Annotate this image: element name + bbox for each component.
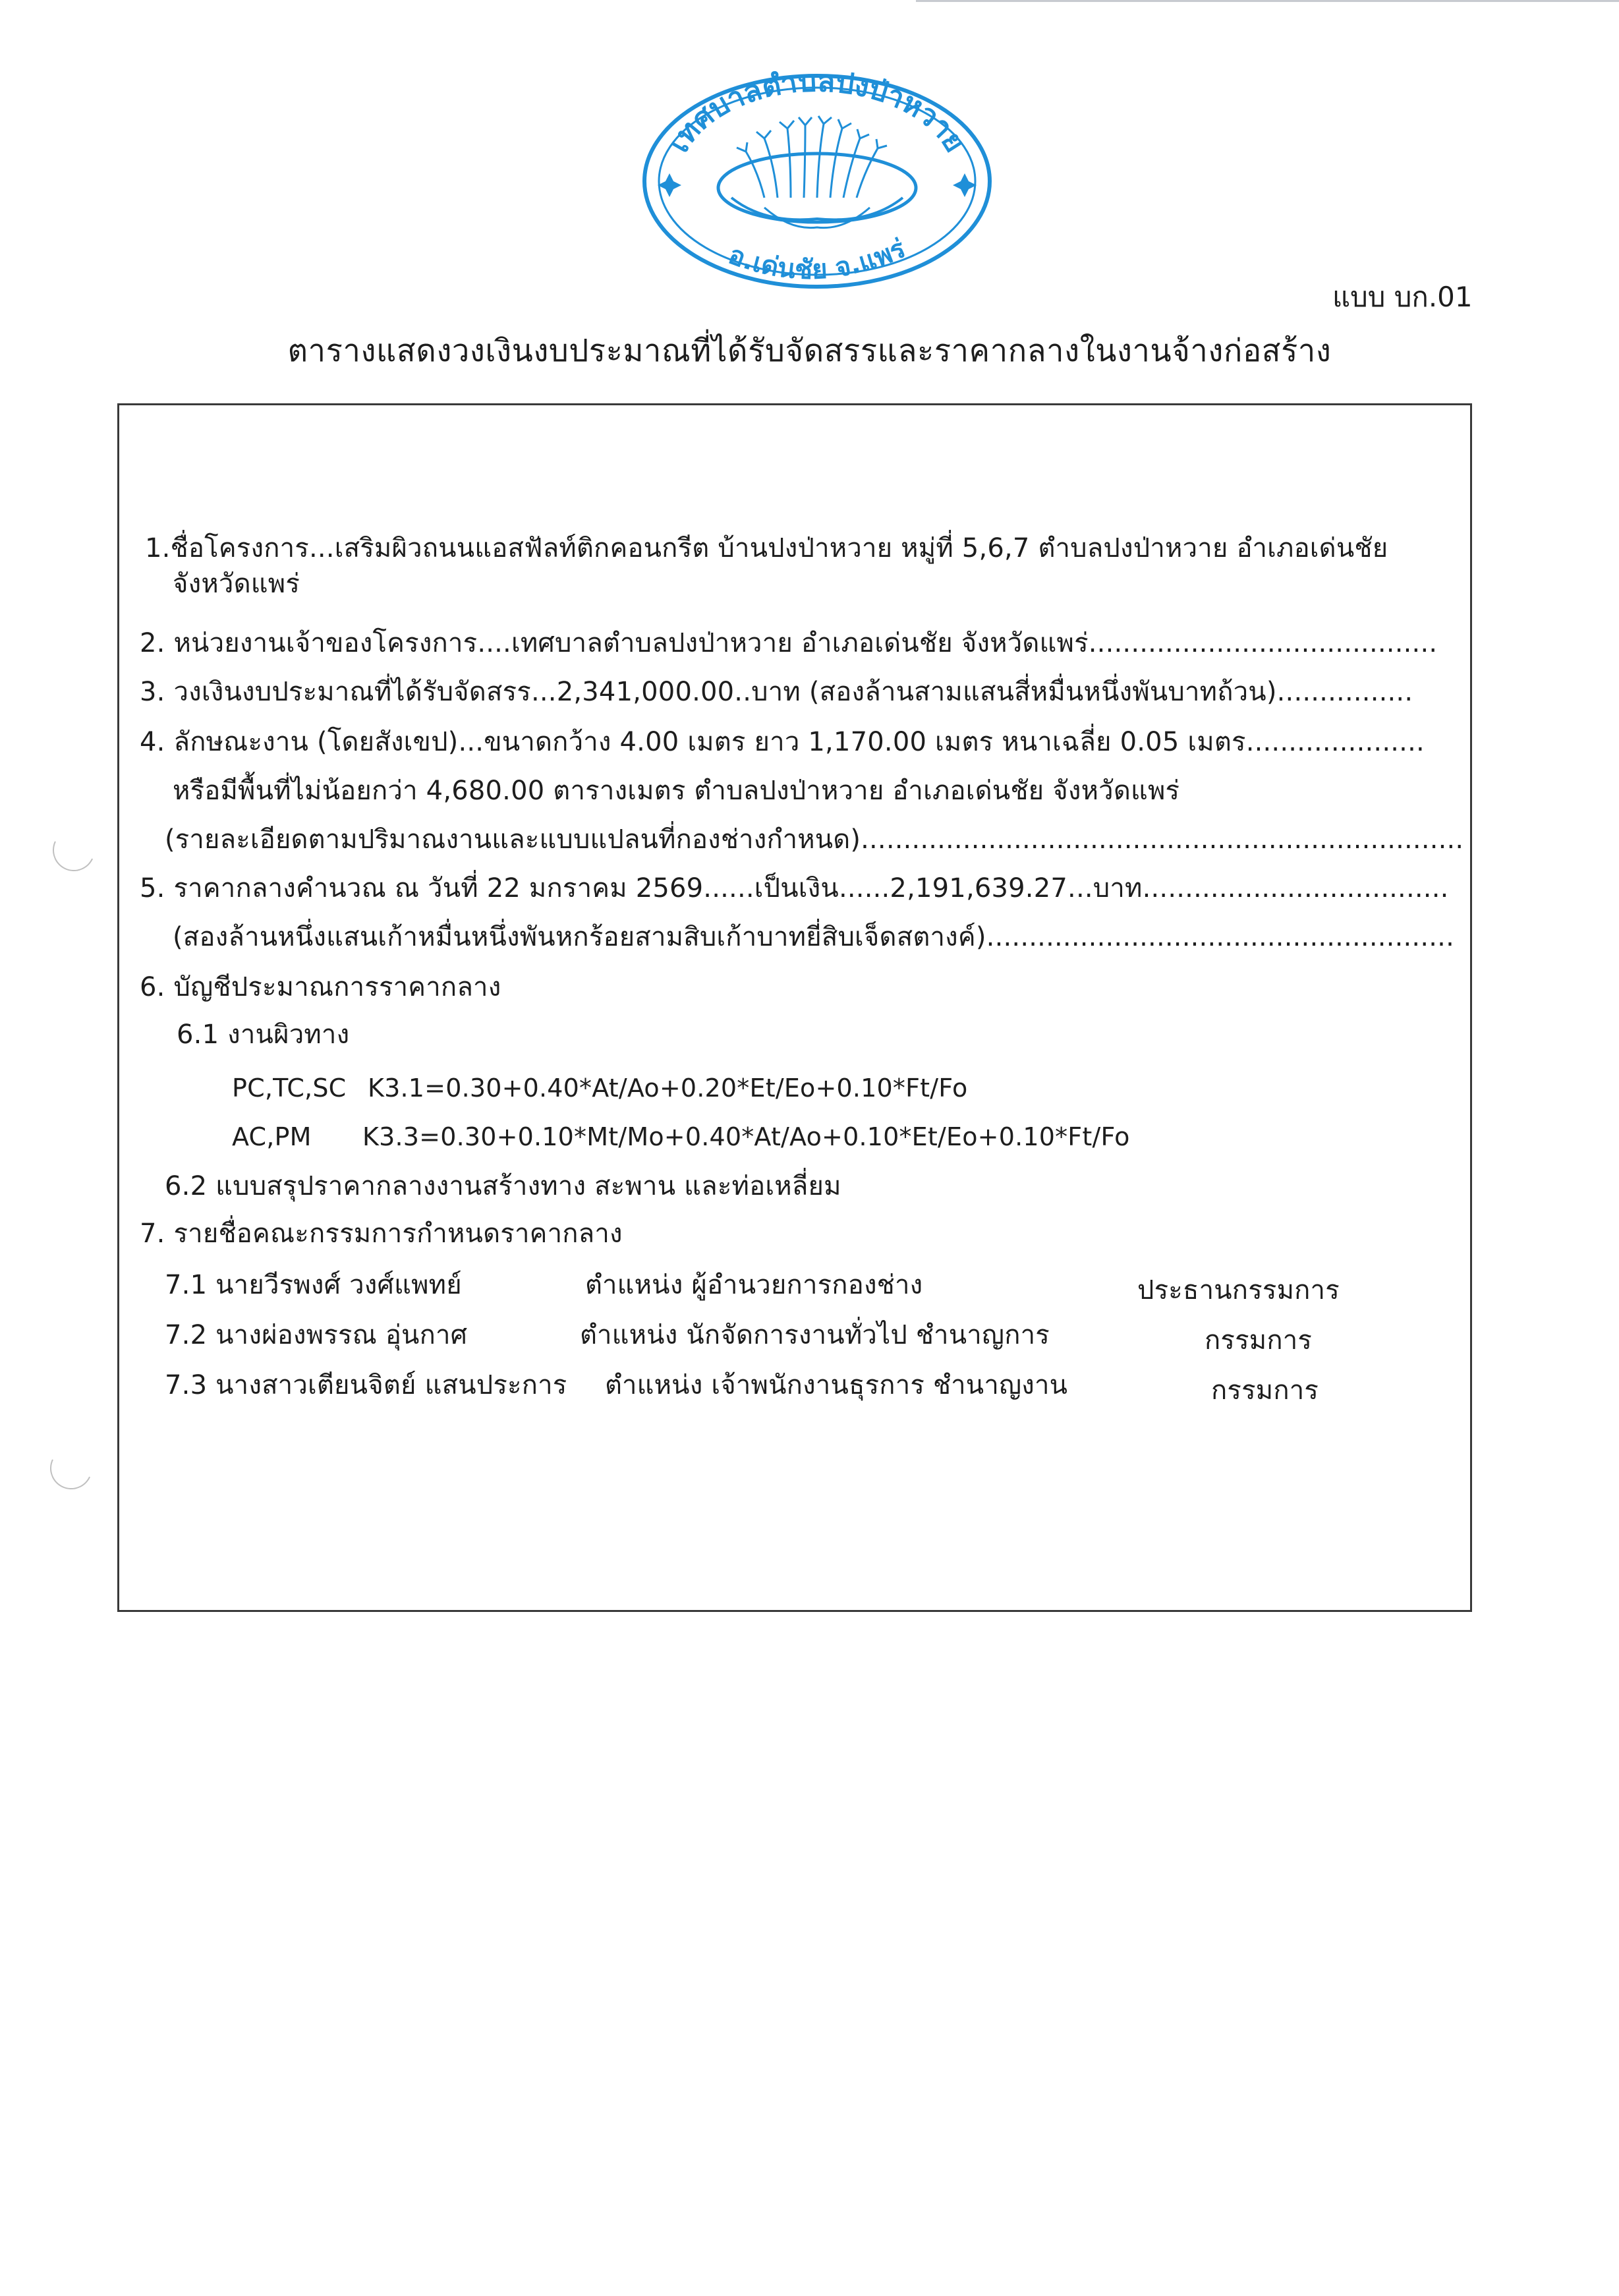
item-5-median-price: 5. ราคากลางคำนวณ ณ วันที่ 22 มกราคม 2569......เป็นเงิน......2,191,639.27...บาท.................................... [140, 873, 1449, 904]
punch-hole-mark [47, 823, 101, 877]
item-4-area: หรือมีพื้นที่ไม่น้อยกว่า 4,680.00 ตารางเมตร ตำบลปงป่าหวาย อำเภอเด่นชัย จังหวัดแพร่ [173, 776, 1180, 806]
item-1-province: จังหวัดแพร่ [173, 569, 300, 599]
formula-1: K3.1=0.30+0.40*At/Ao+0.20*Et/Eo+0.10*Ft/Fo [368, 1074, 968, 1103]
item-2-owner-agency: 2. หน่วยงานเจ้าของโครงการ....เทศบาลตำบลปงป่าหวาย อำเภอเด่นชัย จังหวัดแพร่......................................... [140, 628, 1438, 658]
committee-member-role: กรรมการ [1211, 1375, 1319, 1406]
item-3-budget: 3. วงเงินงบประมาณที่ได้รับจัดสรร...2,341,000.00..บาท (สองล้านสามแสนสี่หมื่นหนึ่งพันบาทถ้วน)................ [140, 677, 1413, 707]
committee-member-name: 7.3 นางสาวเตียนจิตย์ แสนประการ [165, 1370, 567, 1400]
item-5-price-in-words: (สองล้านหนึ่งแสนเก้าหมื่นหนึ่งพันหกร้อยสามสิบเก้าบาทยี่สิบเจ็ดสตางค์)....................................................... [173, 922, 1454, 952]
item-7-committee-heading: 7. รายชื่อคณะกรรมการกำหนดราคากลาง [140, 1219, 623, 1249]
formula-1-code: PC,TC,SC [232, 1074, 347, 1103]
committee-member-position: ตำแหน่ง เจ้าพนักงานธุรการ ชำนาญงาน [605, 1370, 1068, 1400]
formula-2: K3.3=0.30+0.10*Mt/Mo+0.40*At/Ao+0.10*Et/Eo+0.10*Ft/Fo [362, 1122, 1130, 1151]
seal-bottom-text: อ.เด่นชัย จ.แพร่ [724, 233, 911, 285]
document-title: ตารางแสดงวงเงินงบประมาณที่ได้รับจัดสรรและราคากลางในงานจ้างก่อสร้าง [287, 333, 1332, 369]
committee-member-position: ตำแหน่ง ผู้อำนวยการกองช่าง [585, 1270, 923, 1300]
committee-member-position: ตำแหน่ง นักจัดการงานทั่วไป ชำนาญการ [580, 1320, 1050, 1350]
committee-member-role: กรรมการ [1205, 1325, 1313, 1356]
punch-hole-mark [44, 1441, 98, 1495]
seal-top-text: เทศบาลตำบลปงป่าหวาย [662, 66, 972, 158]
item-4-details-note: (รายละเอียดตามปริมาณงานและแบบแปลนที่กองช่างกำหนด)....................................................................... [165, 824, 1464, 855]
top-edge-rule [916, 0, 1619, 2]
committee-member-name: 7.1 นายวีรพงศ์ วงศ์แพทย์ [165, 1270, 462, 1300]
form-code: แบบ บก.01 [1332, 281, 1473, 313]
committee-member-name: 7.2 นางผ่องพรรณ อุ่นกาศ [165, 1320, 468, 1350]
item-6-1-surface-work: 6.1 งานผิวทาง [177, 1019, 350, 1050]
committee-member-role: ประธานกรรมการ [1137, 1275, 1340, 1306]
item-1-project-name: 1.ชื่อโครงการ...เสริมผิวถนนแอสฟัลท์ติกคอนกรีต บ้านปงป่าหวาย หมู่ที่ 5,6,7 ตำบลปงป่าหวาย อำเภอเด่นชัย [145, 533, 1388, 563]
item-6-2-summary: 6.2 แบบสรุปราคากลางงานสร้างทาง สะพาน และท่อเหลี่ยม [165, 1171, 841, 1201]
details-box [117, 403, 1472, 1612]
item-6-estimate-list: 6. บัญชีประมาณการราคากลาง [140, 972, 501, 1002]
item-4-work-description: 4. ลักษณะงาน (โดยสังเขป)...ขนาดกว้าง 4.00 เมตร ยาว 1,170.00 เมตร หนาเฉลี่ย 0.05 เมตร..................... [140, 727, 1425, 757]
municipality-seal [633, 66, 1002, 297]
formula-2-code: AC,PM [232, 1122, 312, 1151]
